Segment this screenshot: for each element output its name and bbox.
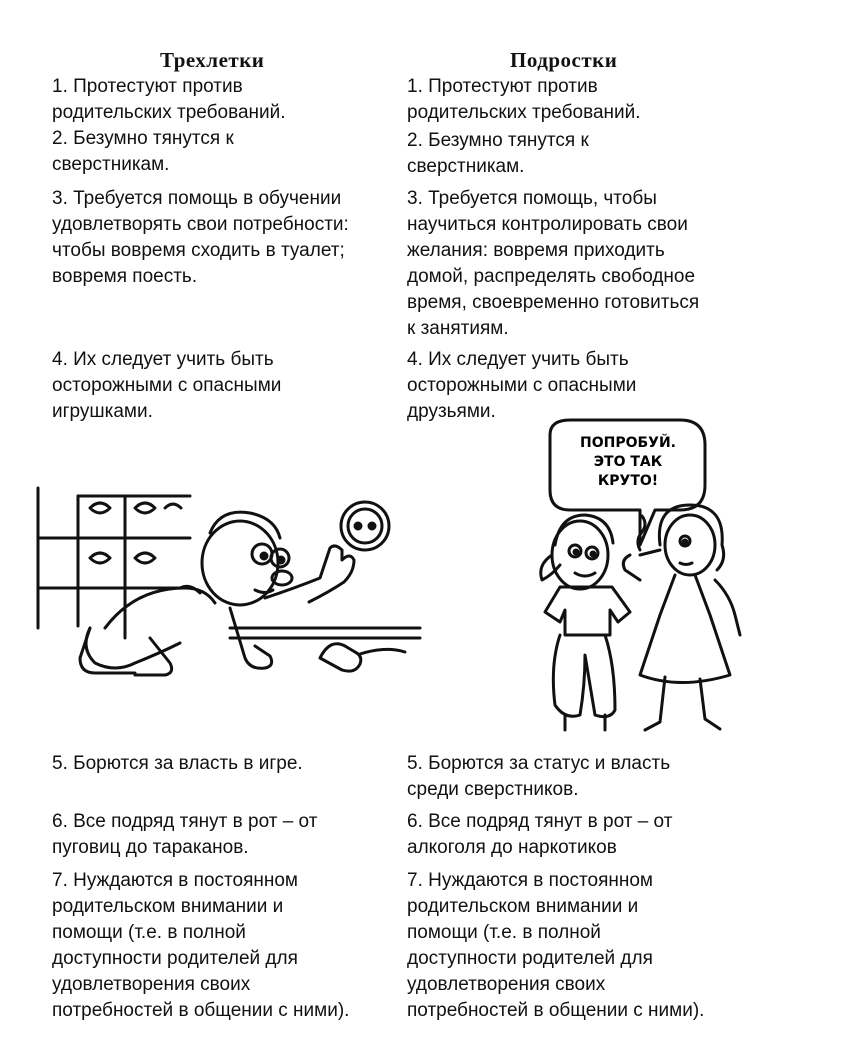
left-item-3: 3. Требуется помощь в обучении удовлетворять свои потребности: чтобы вовремя сходить в туалет; вовремя поесть. <box>52 188 349 287</box>
left-item-6: 6. Все подряд тянут в рот – от пуговиц до тараканов. <box>52 811 318 858</box>
right-item-2: 2. Безумно тянутся к сверстникам. <box>407 130 589 177</box>
left-item-5: 5. Борются за власть в игре. <box>52 753 303 774</box>
right-item-1: 1. Протестуют против родительских требований. <box>407 76 641 123</box>
right-item-6: 6. Все подряд тянут в рот – от алкоголя до наркотиков <box>407 811 673 858</box>
right-item-5: 5. Борются за статус и власть среди сверстников. <box>407 753 671 800</box>
right-item-4: 4. Их следует учить быть осторожными с опасными друзьями. <box>407 349 637 422</box>
speech-bubble-line-1: ПОПРОБУЙ. <box>580 435 676 451</box>
column-title-teens: Подростки <box>510 48 618 72</box>
left-item-1: 1. Протестуют против родительских требований. <box>52 76 286 123</box>
left-item-4: 4. Их следует учить быть осторожными с опасными игрушками. <box>52 349 282 422</box>
speech-bubble-line-3: КРУТО! <box>597 473 659 489</box>
right-item-7: 7. Нуждаются в постоянном родительском внимании и помощи (т.е. в полной доступности родителей для удовлетворения своих потребностей в общении с ними). <box>407 870 705 1021</box>
left-item-7: 7. Нуждаются в постоянном родительском внимании и помощи (т.е. в полной доступности родителей для удовлетворения своих потребностей в общении с ними). <box>52 870 350 1021</box>
left-item-2: 2. Безумно тянутся к сверстникам. <box>52 128 234 175</box>
column-title-toddlers: Трехлетки <box>160 48 265 72</box>
right-item-3: 3. Требуется помощь, чтобы научиться контролировать свои желания: вовремя приходить домой, распределять свободное время, своевременно готовиться к занятиям. <box>407 188 700 339</box>
speech-bubble-line-2: ЭТО ТАК <box>593 454 663 470</box>
toddler-crawling-to-socket-illustration <box>30 478 430 718</box>
teen-girls-smoking-illustration <box>520 415 760 745</box>
